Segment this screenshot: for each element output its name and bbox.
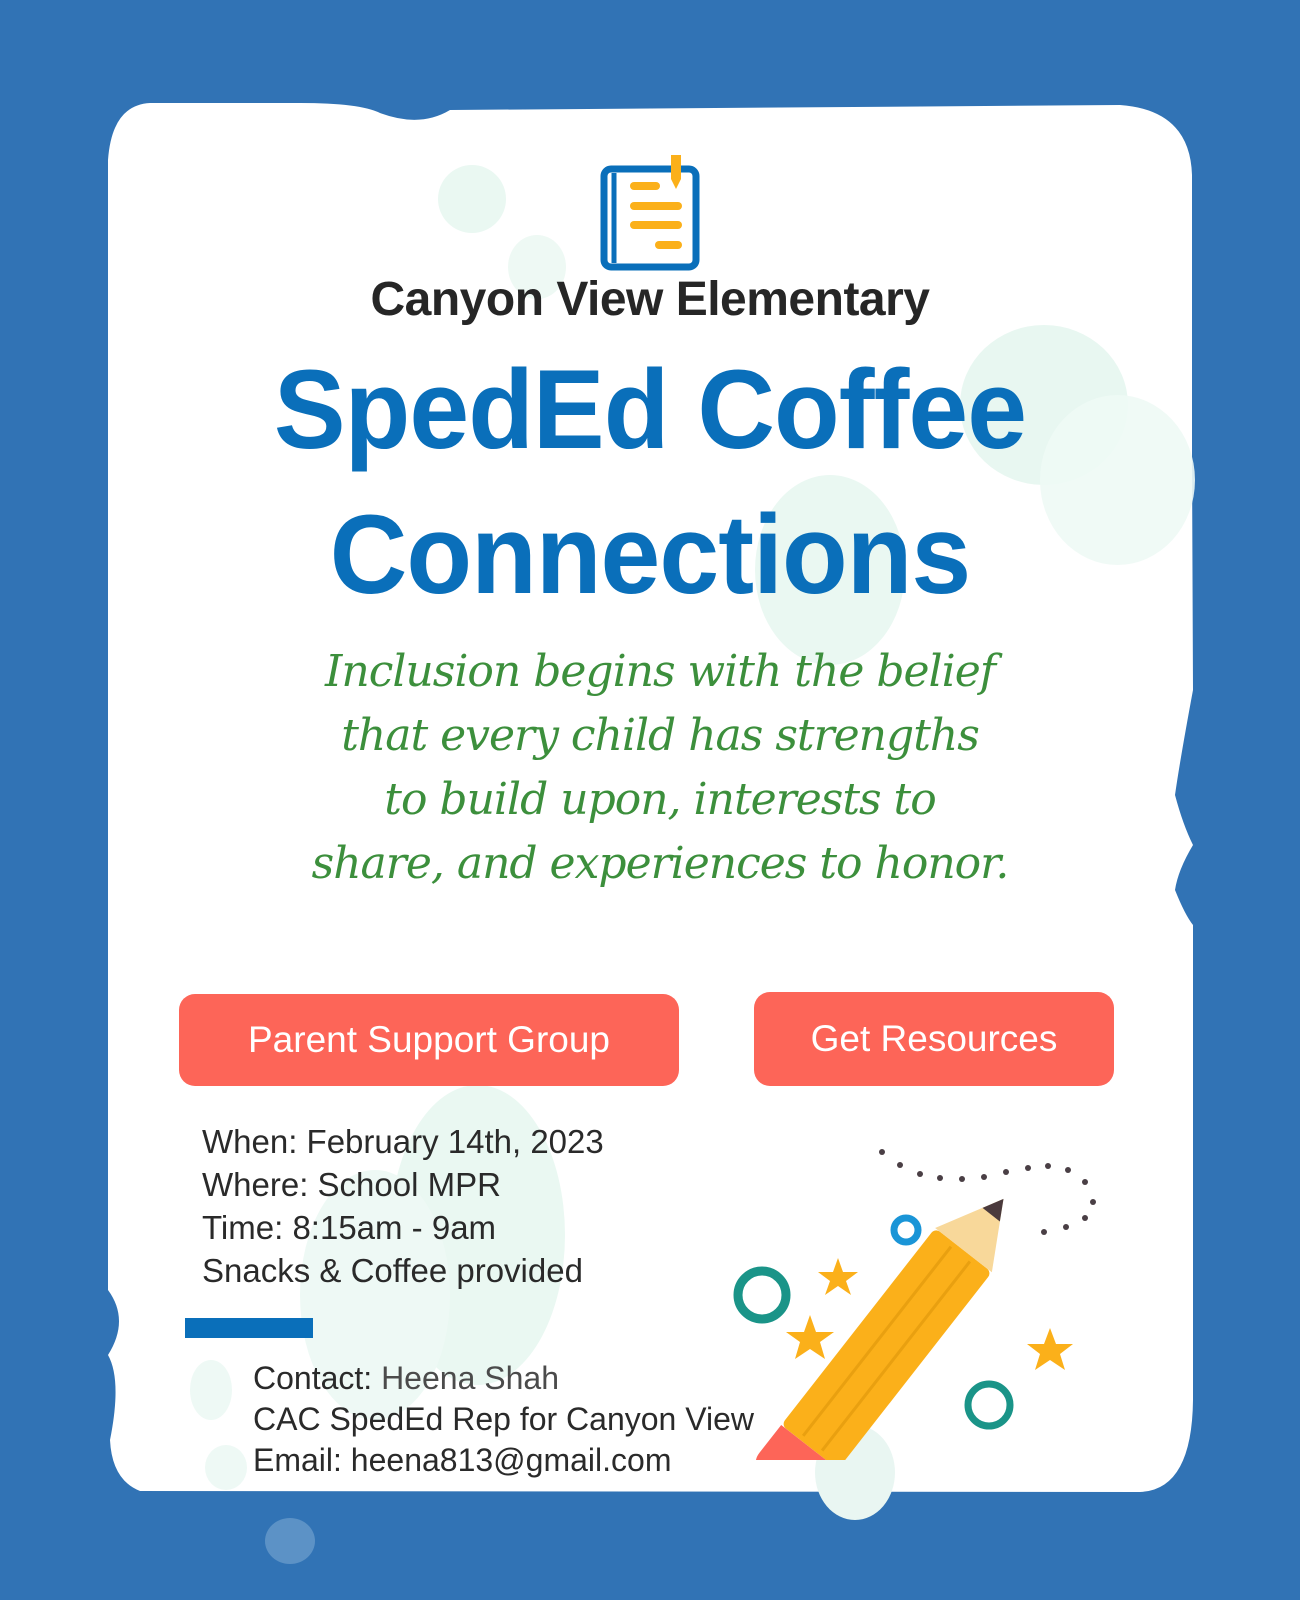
event-time: Time: 8:15am - 9am xyxy=(202,1209,497,1246)
event-title-line1: SpedEd Coffee xyxy=(273,347,1027,472)
decor-bubble xyxy=(265,1518,315,1564)
event-title-line2: Connections xyxy=(329,492,971,617)
event-when: When: February 14th, 2023 xyxy=(202,1123,604,1160)
event-where: Where: School MPR xyxy=(202,1166,501,1203)
notebook-icon xyxy=(600,155,705,273)
quote-line: to build upon, interests to xyxy=(384,774,936,825)
accent-divider xyxy=(185,1318,313,1338)
contact-info xyxy=(253,1358,754,1481)
event-provided: Snacks & Coffee provided xyxy=(202,1252,583,1289)
quote-line: Inclusion begins with the belief xyxy=(324,646,996,697)
school-name: Canyon View Elementary xyxy=(370,273,930,326)
contact-email[interactable]: Email: heena813@gmail.com xyxy=(253,1442,672,1478)
contact-role: CAC SpedEd Rep for Canyon View xyxy=(253,1401,755,1437)
contact-name: Heena Shah xyxy=(381,1360,559,1396)
decor-bubble xyxy=(190,1360,232,1420)
get-resources-button[interactable] xyxy=(754,992,1114,1086)
contact-label: Contact: xyxy=(253,1360,373,1396)
inclusion-quote xyxy=(300,640,1020,896)
pencil-icon xyxy=(700,1110,1120,1460)
quote-line: share, and experiences to honor. xyxy=(311,838,1009,889)
quote-line: that every child has strengths xyxy=(341,710,979,761)
parent-support-group-label: Parent Support Group xyxy=(248,1019,610,1060)
decor-bubble xyxy=(205,1445,247,1490)
parent-support-group-button[interactable] xyxy=(179,994,679,1086)
get-resources-label: Get Resources xyxy=(810,1018,1058,1059)
decor-bubble xyxy=(438,165,506,233)
event-details xyxy=(202,1120,604,1292)
